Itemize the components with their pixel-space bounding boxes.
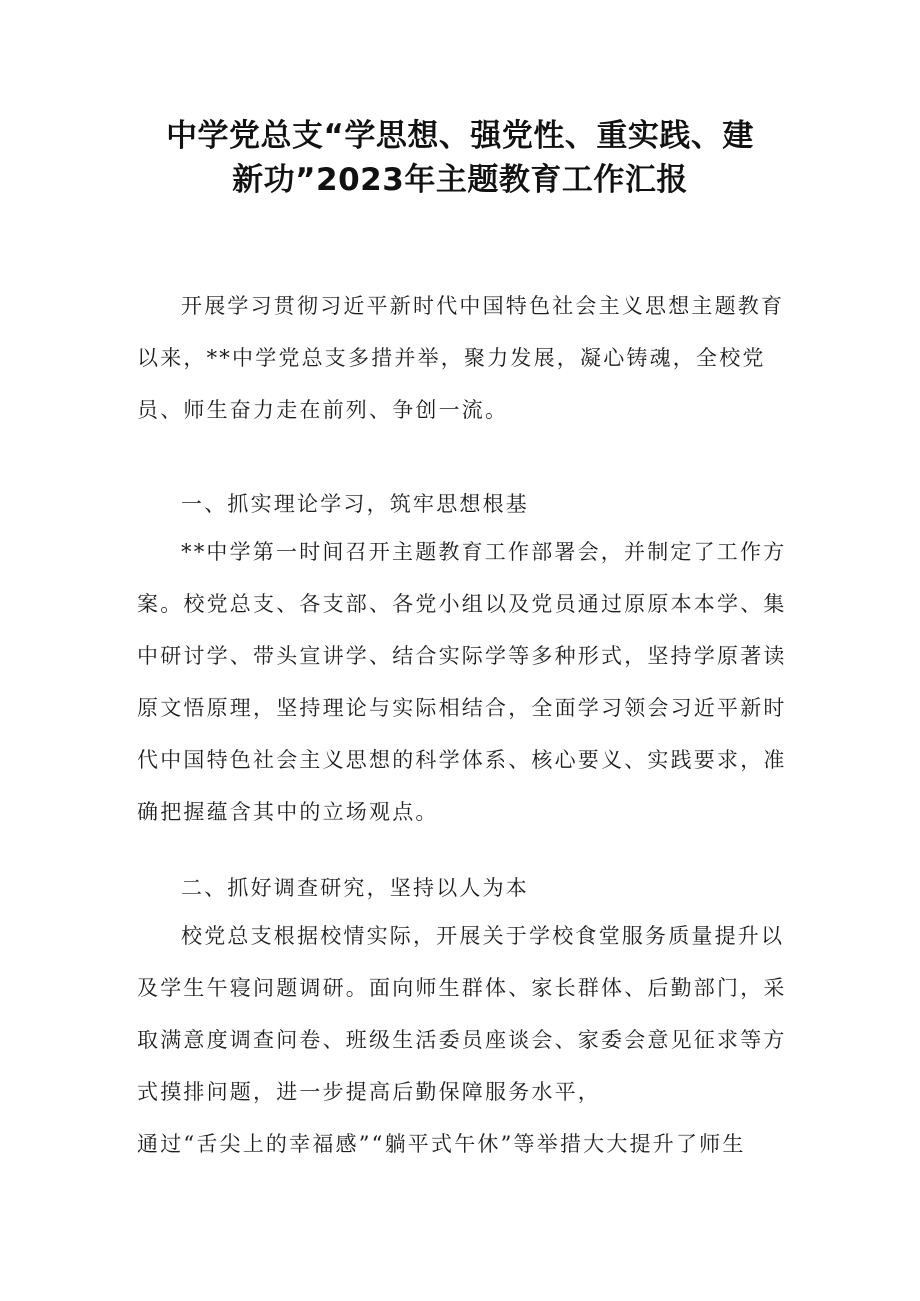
section-2-line: 校党总支根据校情实际，开展关于学校食堂服务质量提升以 bbox=[181, 924, 785, 948]
section-1-line: 案。校党总支、各支部、各党小组以及党员通过原原本本学、集 bbox=[137, 592, 787, 616]
section-1-heading: 一、抓实理论学习，筑牢思想根基 bbox=[181, 492, 529, 516]
section-1-line: 原文悟原理，坚持理论与实际相结合，全面学习领会习近平新时 bbox=[137, 696, 787, 720]
section-1-line: 确把握蕴含其中的立场观点。 bbox=[137, 800, 439, 824]
intro-paragraph bbox=[137, 280, 787, 436]
document-title-line-1: 中学党总支“学思想、强党性、重实践、建 bbox=[166, 118, 754, 154]
section-2-line: 式摸排问题，进一步提高后勤保障服务水平， bbox=[137, 1080, 601, 1104]
section-2-paragraph bbox=[137, 910, 787, 1170]
intro-line: 开展学习贯彻习近平新时代中国特色社会主义思想主题教育 bbox=[181, 294, 785, 318]
section-1-line: **中学第一时间召开主题教育工作部署会，并制定了工作方 bbox=[181, 540, 787, 564]
intro-line: 员、师生奋力走在前列、争创一流。 bbox=[137, 398, 509, 422]
section-2-heading: 二、抓好调查研究，坚持以人为本 bbox=[181, 876, 529, 900]
section-1-paragraph bbox=[137, 526, 787, 838]
intro-line: 以来，**中学党总支多措并举，聚力发展，凝心铸魂，全校党 bbox=[137, 346, 766, 370]
section-2-line: 取满意度调查问卷、班级生活委员座谈会、家委会意见征求等方 bbox=[137, 1028, 787, 1052]
section-1-line: 代中国特色社会主义思想的科学体系、核心要义、实践要求，准 bbox=[137, 748, 787, 772]
section-1-line: 中研讨学、带头宣讲学、结合实际学等多种形式，坚持学原著读 bbox=[137, 644, 787, 668]
document-title-line-2: 新功”2023年主题教育工作汇报 bbox=[232, 162, 688, 198]
section-2-line: 及学生午寝问题调研。面向师生群体、家长群体、后勤部门，采 bbox=[137, 976, 787, 1000]
section-2-line: 通过“舌尖上的幸福感”“躺平式午休”等举措大大提升了师生 bbox=[137, 1132, 746, 1156]
